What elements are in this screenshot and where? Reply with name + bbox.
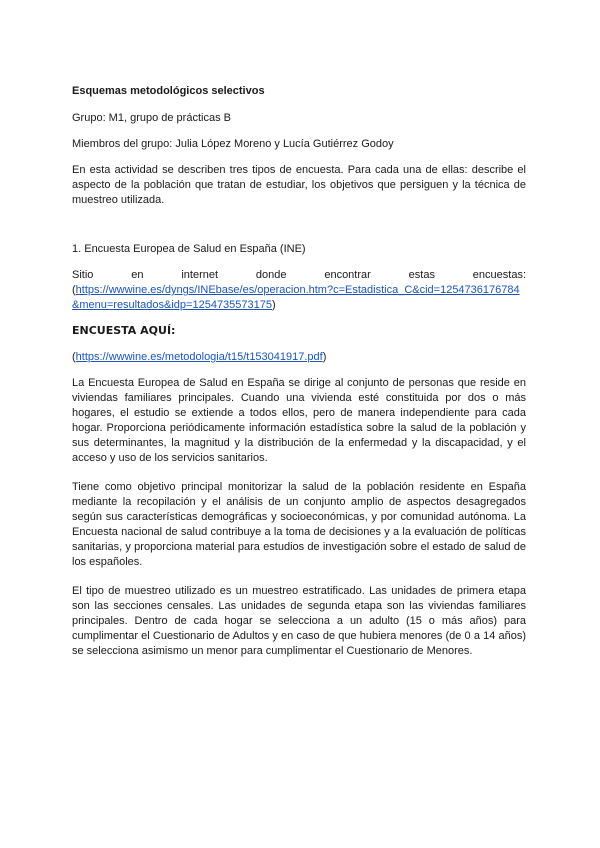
methodology-pdf-link[interactable]: https://wwwine.es/metodologia/t15/t153041917.pdf (75, 351, 323, 363)
sampling-paragraph: El tipo de muestreo utilizado es un muestreo estratificado. Las unidades de primera etapa son las secciones censales. Las unidades de segunda etapa son las viviendas familiares principales. Dentro de cada hogar se selecciona a un adulto (15 o más años) para cumplimentar el Cuestionario de Adultos y en caso de que hubiera menores (de 0 a 14 años) se selecciona asimismo un menor para cumplimentar el Cuestionario de Menores. (72, 585, 526, 657)
paren-close: ) (322, 351, 327, 363)
document-body (72, 84, 526, 673)
encuesta-url-line (72, 350, 526, 365)
paren-open: ( (72, 284, 76, 296)
members-line: Miembros del grupo: Julia López Moreno y Lucía Gutiérrez Godoy (72, 138, 394, 150)
sitio-block (72, 268, 526, 313)
intro-paragraph: En esta actividad se describen tres tipos de encuesta. Para cada una de ellas: describe el aspecto de la población que tratan de estudiar, los objetivos que persiguen y la técnica de muestreo utilizada. (72, 164, 526, 206)
sitio-label-line (72, 268, 526, 283)
sitio-word: en (131, 269, 144, 281)
paren-open: ( (72, 351, 76, 363)
population-paragraph: La Encuesta Europea de Salud en España se dirige al conjunto de personas que reside en viviendas familiares principales. Cuando una vivienda esté constituida por dos o más hogares, el estudio se extiende a todos ellos, pero de manera independiente para cada hogar. Proporciona periódicamente información estadística sobre la salud de la población y sus determinantes, la magnitud y la distribución de la enfermedad y la discapacidad, y el acceso y uso de los servicios sanitarios. (72, 377, 526, 464)
paren-close: ) (272, 299, 276, 311)
sitio-word: encuestas: (472, 269, 526, 281)
group-line: Grupo: M1, grupo de prácticas B (72, 112, 231, 124)
sitio-word: donde (255, 269, 287, 281)
section-heading: 1. Encuesta Europea de Salud en España (INE) (72, 243, 306, 255)
sitio-word: encontrar (324, 269, 371, 281)
sitio-url-line (72, 283, 526, 313)
document-title: Esquemas metodológicos selectivos (72, 85, 265, 97)
spacer (72, 208, 526, 242)
objectives-paragraph: Tiene como objetivo principal monitorizar la salud de la población residente en España mediante la recopilación y el análisis de un conjunto amplio de aspectos desagregados según sus características demográficas y socioeconómicas, y por comunidad autónoma. La Encuesta nacional de salud contribuye a la toma de decisiones y a la evaluación de políticas sanitarias, y proporciona material para estudios de investigación sobre el estado de salud de los españoles. (72, 481, 526, 568)
sitio-word: internet (181, 269, 219, 281)
encuesta-label: ENCUESTA AQUÍ: (72, 324, 176, 337)
ine-operation-link[interactable]: https://wwwine.es/dyngs/INEbase/es/operacion.htm?c=Estadistica_C&cid=1254736176784&menu=resultados&idp=1254735573175 (72, 284, 520, 311)
sitio-word: estas (408, 269, 435, 281)
sitio-word: Sitio (72, 269, 94, 281)
